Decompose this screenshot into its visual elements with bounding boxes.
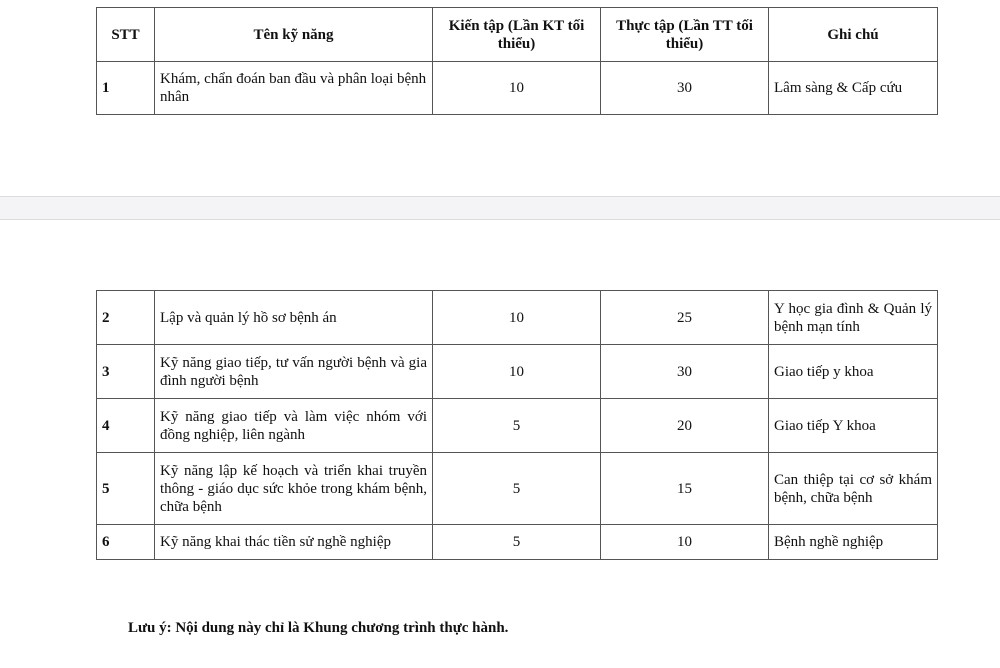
row-stt: 4 [97,399,155,453]
table-row [97,62,938,115]
row-observe: 10 [433,62,601,115]
row-skill: Kỹ năng giao tiếp và làm việc nhóm với đồng nghiệp, liên ngành [155,399,433,453]
row-note: Giao tiếp Y khoa [769,399,938,453]
row-practice: 30 [601,62,769,115]
table-row [97,345,938,399]
row-observe: 10 [433,291,601,345]
header-skill-name: Tên kỹ năng [155,8,433,62]
row-observe: 5 [433,399,601,453]
row-stt: 5 [97,453,155,525]
row-skill: Kỹ năng khai thác tiền sử nghề nghiệp [155,525,433,560]
skills-table-bottom [96,290,938,560]
row-stt: 2 [97,291,155,345]
row-stt: 3 [97,345,155,399]
row-practice: 20 [601,399,769,453]
table-row [97,291,938,345]
table-row [97,525,938,560]
row-skill: Lập và quản lý hồ sơ bệnh án [155,291,433,345]
header-stt: STT [97,8,155,62]
row-skill: Khám, chẩn đoán ban đầu và phân loại bệnh nhân [155,62,433,115]
skills-table-top [96,7,938,115]
table-header-row [97,8,938,62]
row-note: Giao tiếp y khoa [769,345,938,399]
row-note: Lâm sàng & Cấp cứu [769,62,938,115]
row-observe: 5 [433,525,601,560]
table-row [97,453,938,525]
row-skill: Kỹ năng giao tiếp, tư vấn người bệnh và gia đình người bệnh [155,345,433,399]
footer-note: Lưu ý: Nội dung này chỉ là Khung chương trình thực hành. [128,620,509,636]
row-note: Y học gia đình & Quản lý bệnh mạn tính [769,291,938,345]
row-skill: Kỹ năng lập kế hoạch và triển khai truyền thông - giáo dục sức khỏe trong khám bệnh, chữa bệnh [155,453,433,525]
header-note: Ghi chú [769,8,938,62]
row-note: Bệnh nghề nghiệp [769,525,938,560]
row-observe: 5 [433,453,601,525]
row-note: Can thiệp tại cơ sở khám bệnh, chữa bệnh [769,453,938,525]
row-stt: 1 [97,62,155,115]
header-practice: Thực tập (Lần TT tối thiểu) [601,8,769,62]
row-stt: 6 [97,525,155,560]
row-practice: 25 [601,291,769,345]
page-break [0,196,1000,220]
table-row [97,399,938,453]
row-practice: 10 [601,525,769,560]
header-observe: Kiến tập (Lần KT tối thiểu) [433,8,601,62]
row-observe: 10 [433,345,601,399]
row-practice: 15 [601,453,769,525]
row-practice: 30 [601,345,769,399]
